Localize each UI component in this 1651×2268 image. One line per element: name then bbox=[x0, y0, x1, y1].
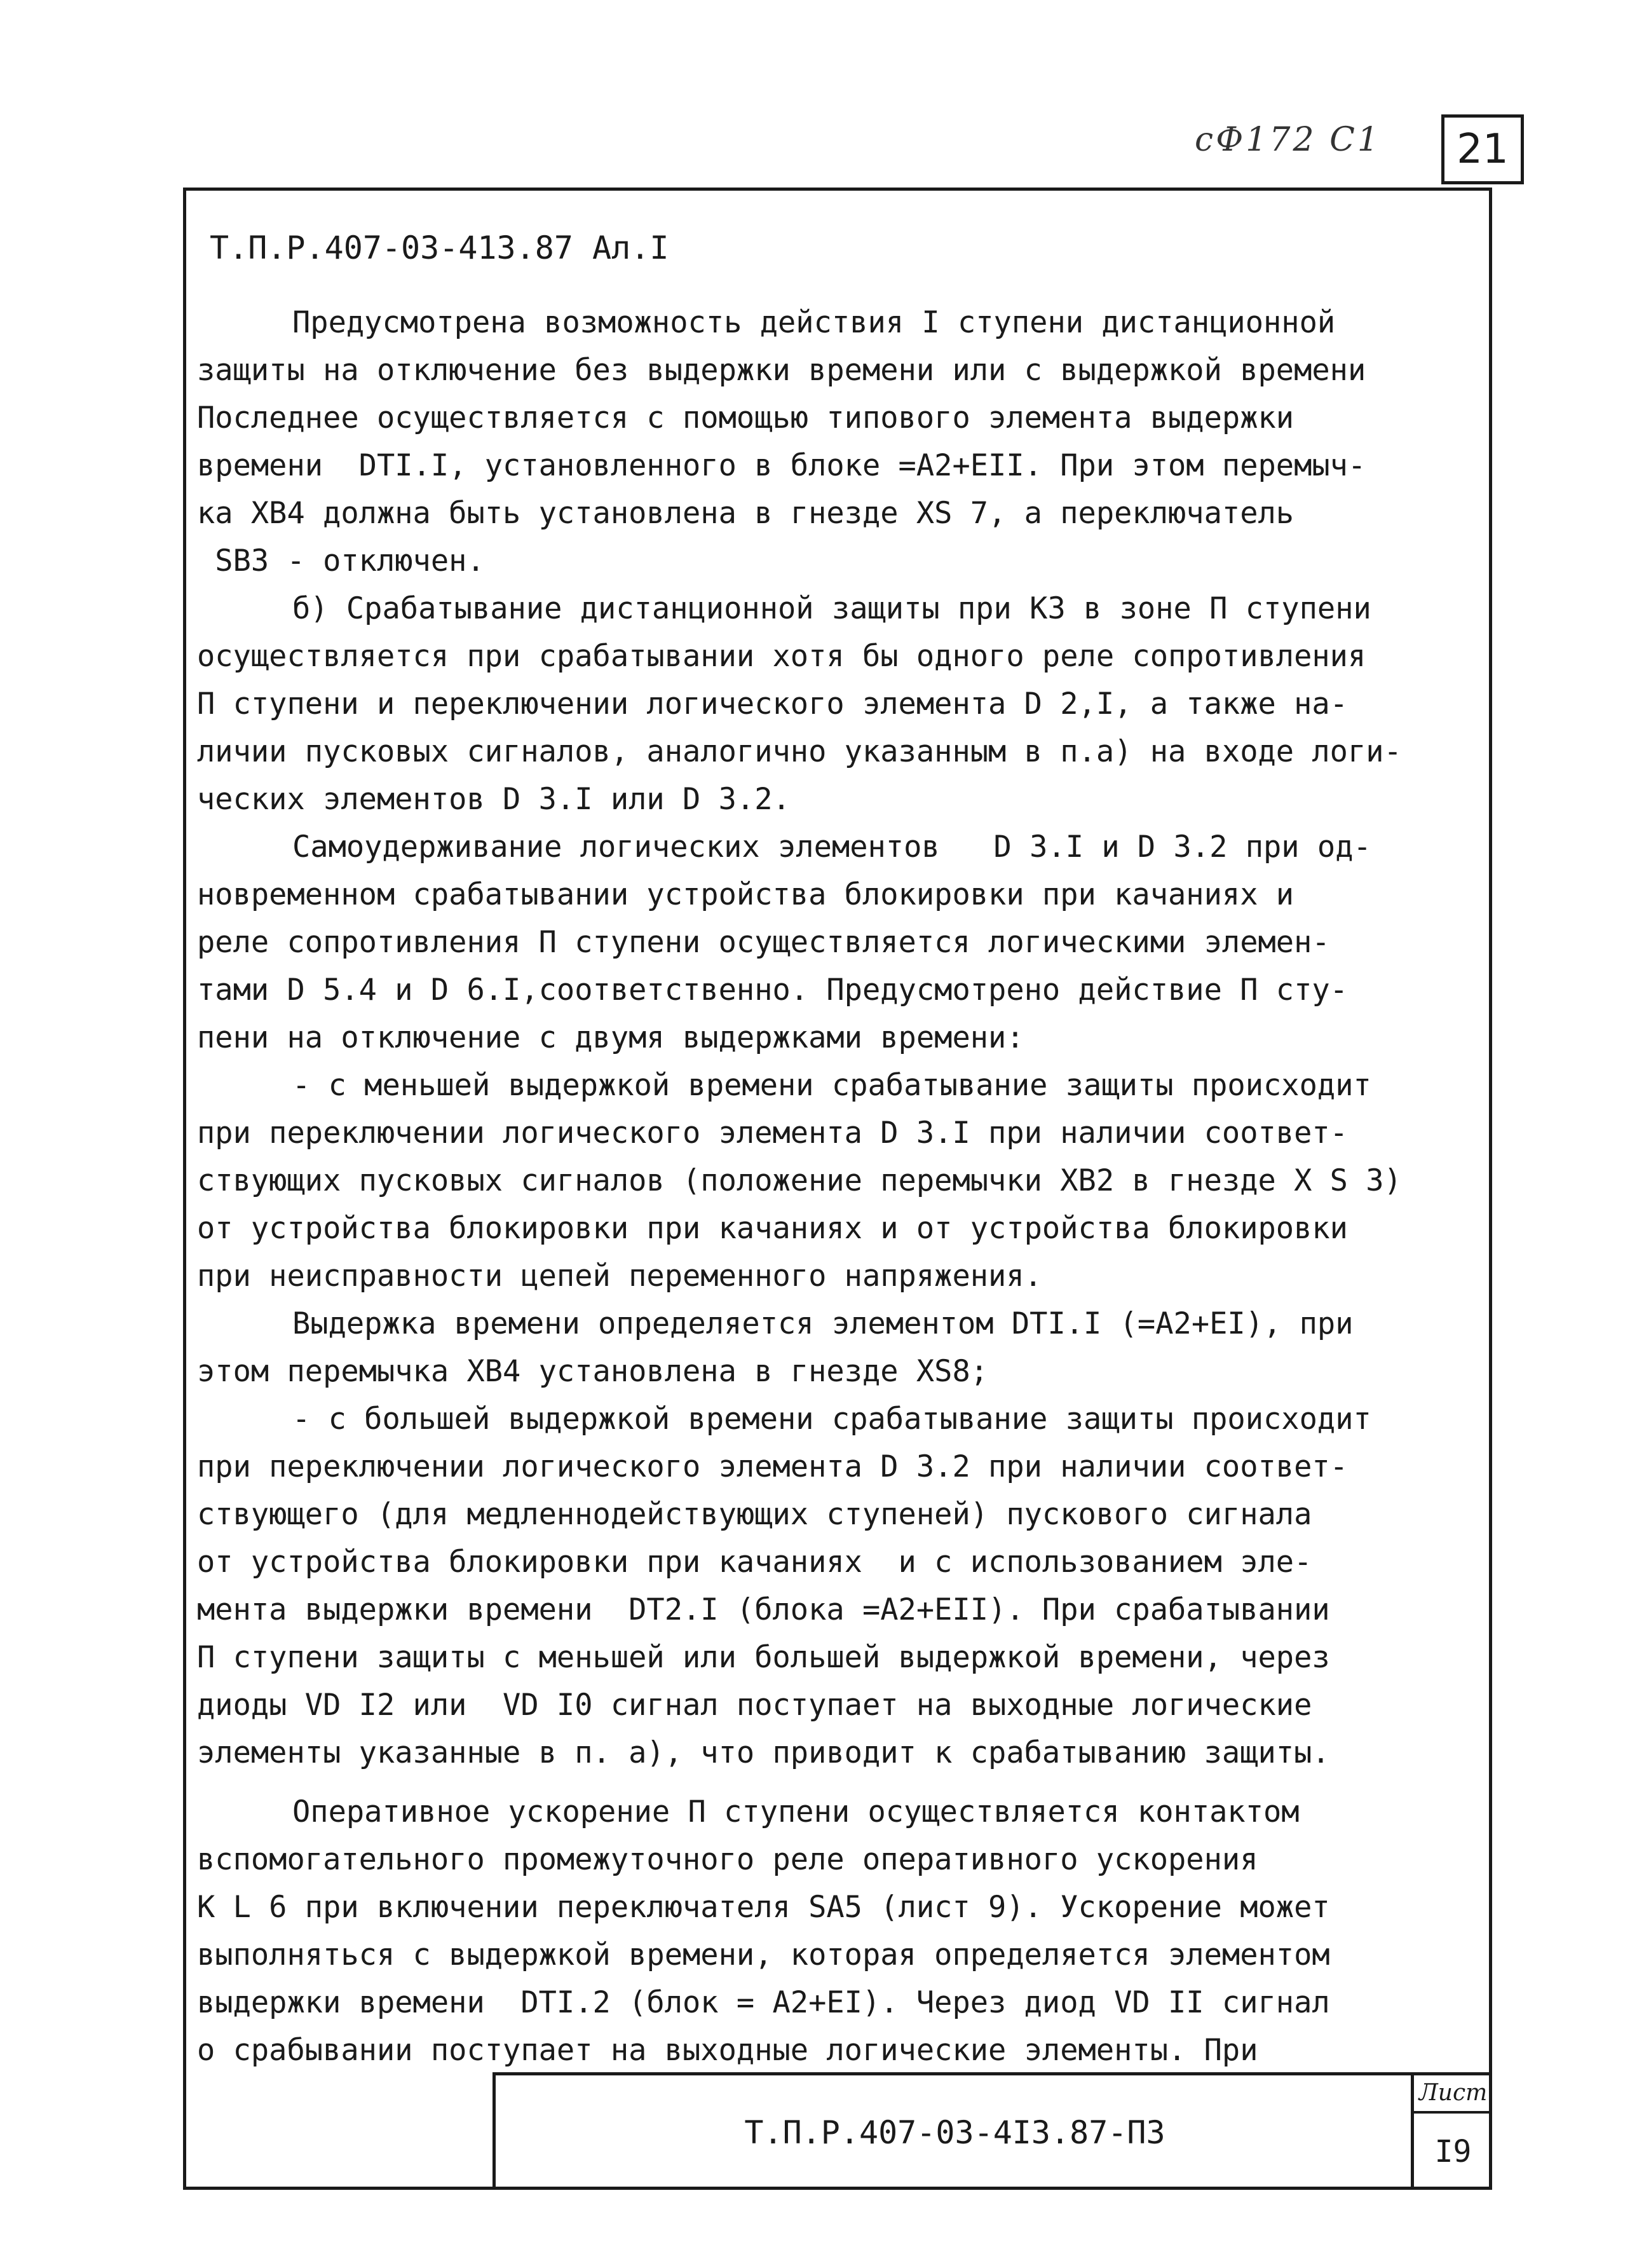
text-line: времени DTI.I, установленного в блоке =А2+ЕII. При этом перемыч- bbox=[197, 448, 1366, 483]
text-line: Самоудерживание логических элементов D 3.I и D 3.2 при од- bbox=[292, 830, 1371, 864]
text-line: выполняться с выдержкой времени, которая определяется элементом bbox=[197, 1937, 1330, 1972]
text-line: элементы указанные в п. а), что приводит к срабатыванию защиты. bbox=[197, 1735, 1330, 1770]
text-line: о срабывании поступает на выходные логические элементы. При bbox=[197, 2033, 1258, 2068]
text-line: реле сопротивления П ступени осуществляется логическими элемен- bbox=[197, 925, 1330, 960]
text-line: - с меньшей выдержкой времени срабатывание защиты происходит bbox=[292, 1068, 1371, 1103]
text-line: от устройства блокировки при качаниях и с использованием эле- bbox=[197, 1545, 1312, 1580]
sheet-number: I9 bbox=[1434, 2134, 1472, 2169]
text-line: новременном срабатывании устройства блокировки при качаниях и bbox=[197, 877, 1294, 912]
text-line: К L 6 при включении переключателя SА5 (лист 9). Ускорение может bbox=[197, 1890, 1330, 1925]
stamp-document-code: Т.П.Р.407-03-4I3.87-ПЗ bbox=[744, 2114, 1165, 2151]
text-line: П ступени защиты с меньшей или большей выдержкой времени, через bbox=[197, 1640, 1330, 1675]
body-text bbox=[197, 299, 1468, 2074]
title-block-stamp bbox=[493, 2072, 1492, 2190]
text-line: Выдержка времени определяется элементом DTI.I (=А2+ЕI), при bbox=[292, 1306, 1354, 1341]
text-line: при переключении логического элемента D 3.I при наличии соответ- bbox=[197, 1116, 1348, 1151]
text-line: Предусмотрена возможность действия I ступени дистанционной bbox=[292, 305, 1336, 340]
text-line: - с большей выдержкой времени срабатывание защиты происходит bbox=[292, 1402, 1371, 1437]
text-line: мента выдержки времени DT2.I (блока =А2+ЕII). При срабатывании bbox=[197, 1592, 1330, 1627]
text-line: защиты на отключение без выдержки времени или с выдержкой времени bbox=[197, 353, 1366, 388]
text-line: ствующих пусковых сигналов (положение перемычки ХВ2 в гнезде Х S 3) bbox=[197, 1163, 1402, 1198]
handwritten-archive-code: сФ172 С1 bbox=[1195, 121, 1381, 159]
text-line: при неисправности цепей переменного напряжения. bbox=[197, 1259, 1042, 1294]
text-line: осуществляется при срабатывании хотя бы одного реле сопротивления bbox=[197, 639, 1366, 674]
text-line: тами D 5.4 и D 6.I,соответственно. Предусмотрено действие П сту- bbox=[197, 973, 1348, 1008]
text-line: б) Срабатывание дистанционной защиты при КЗ в зоне П ступени bbox=[292, 591, 1371, 626]
text-line: ка ХВ4 должна быть установлена в гнезде ХS 7, а переключатель bbox=[197, 496, 1294, 531]
text-line: при переключении логического элемента D 3.2 при наличии соответ- bbox=[197, 1449, 1348, 1484]
sheet-cell bbox=[1411, 2075, 1492, 2190]
text-line: личии пусковых сигналов, аналогично указанным в п.а) на входе логи- bbox=[197, 734, 1402, 769]
text-line: ческих элементов D 3.I или D 3.2. bbox=[197, 782, 791, 817]
text-line: Оперативное ускорение П ступени осуществляется контактом bbox=[292, 1794, 1300, 1829]
text-line: пени на отключение с двумя выдержками времени: bbox=[197, 1020, 1024, 1055]
text-line: Последнее осуществляется с помощью типового элемента выдержки bbox=[197, 400, 1294, 435]
page-number: 21 bbox=[1441, 114, 1524, 184]
text-line: ствующего (для медленнодействующих ступеней) пускового сигнала bbox=[197, 1497, 1312, 1532]
text-line: SВ3 - отключен. bbox=[197, 543, 485, 578]
sheet-label: Лист bbox=[1414, 2075, 1492, 2114]
text-line: этом перемычка ХВ4 установлена в гнезде ХS8; bbox=[197, 1354, 989, 1389]
text-line: диоды VD I2 или VD I0 сигнал поступает на выходные логические bbox=[197, 1688, 1312, 1723]
text-line: от устройства блокировки при качаниях и от устройства блокировки bbox=[197, 1211, 1348, 1246]
text-line: П ступени и переключении логического элемента D 2,I, а также на- bbox=[197, 687, 1348, 721]
document-reference: Т.П.Р.407-03-413.87 Ал.I bbox=[210, 229, 669, 266]
text-line: вспомогательного промежуточного реле оперативного ускорения bbox=[197, 1842, 1258, 1877]
text-line: выдержки времени DTI.2 (блок = А2+ЕI). Через диод VD II сигнал bbox=[197, 1985, 1330, 2020]
